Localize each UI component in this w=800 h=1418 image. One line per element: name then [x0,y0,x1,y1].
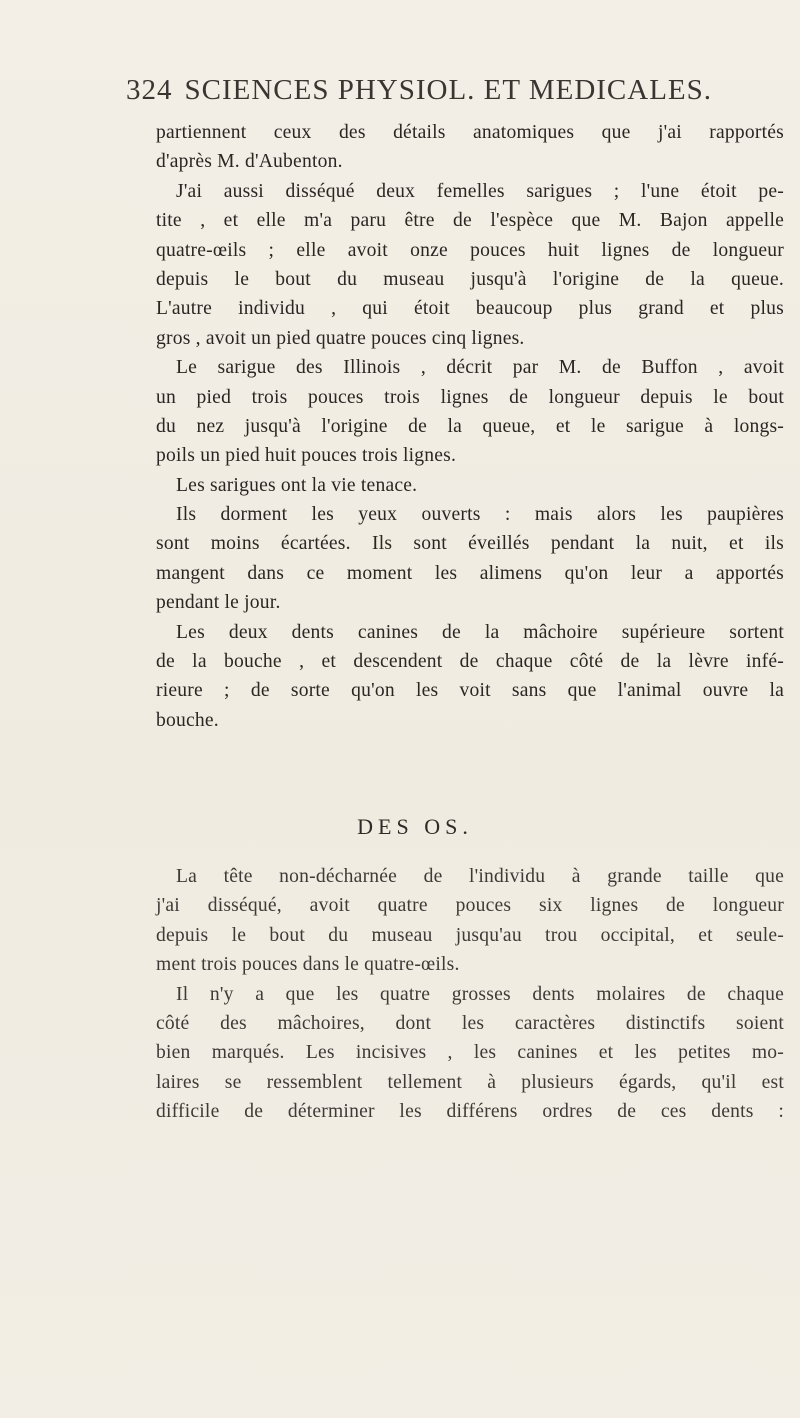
text-line: j'ai disséqué, avoit quatre pouces six lignes de longueur [156,895,784,917]
running-title: SCIENCES PHYSIOL. ET MEDICALES. [184,74,713,106]
text-line: difficile de déterminer les différens ordres de ces dents : [156,1101,784,1123]
text-line: laires se ressemblent tellement à plusieurs égards, qu'il est [156,1071,784,1093]
text-line: un pied trois pouces trois lignes de longueur depuis le bout [156,386,784,408]
text-line: Les deux dents canines de la mâchoire supérieure sortent [176,621,784,643]
text-line: d'après M. d'Aubenton. [156,151,343,173]
body-text [156,118,784,735]
text-line: sont moins écartées. Ils sont éveillés pendant la nuit, et ils [156,533,784,555]
text-line: tite , et elle m'a paru être de l'espèce que M. Bajon appelle [156,210,784,232]
text-line: J'ai aussi disséqué deux femelles sarigues ; l'une étoit pe- [176,180,784,202]
text-line: partiennent ceux des détails anatomiques que j'ai rapportés [156,122,784,143]
text-line: bien marqués. Les incisives , les canines et les petites mo- [156,1042,784,1064]
text-line: mangent dans ce moment les alimens qu'on leur a apportés [156,562,784,584]
text-line: pendant le jour. [156,592,281,614]
text-line: rieure ; de sorte qu'on les voit sans que l'animal ouvre la [156,680,784,702]
text-line: La tête non-décharnée de l'individu à grande taille que [176,866,784,887]
text-line: de la bouche , et descendent de chaque côté de la lèvre infé- [156,651,784,673]
page-number: 324 [126,74,173,106]
text-line: Les sarigues ont la vie tenace. [176,474,418,496]
text-line: depuis le bout du museau jusqu'à l'origine de la queue. [156,268,784,290]
section-title: DES OS. [357,814,473,839]
text-line: côté des mâchoires, dont les caractères distinctifs soient [156,1012,784,1034]
text-line: bouche. [156,709,219,731]
text-line: Le sarigue des Illinois , décrit par M. de Buffon , avoit [176,357,784,379]
text-line: du nez jusqu'à l'origine de la queue, et le sarigue à longs- [156,415,784,437]
text-line: ment trois pouces dans le quatre-œils. [156,954,460,976]
text-line: quatre-œils ; elle avoit onze pouces huit lignes de longueur [156,239,784,261]
page-header [126,74,776,107]
text-line: poils un pied huit pouces trois lignes. [156,445,457,467]
text-line: Ils dorment les yeux ouverts : mais alors les paupières [176,504,784,526]
text-line: gros , avoit un pied quatre pouces cinq lignes. [156,327,525,349]
text-line: L'autre individu , qui étoit beaucoup plus grand et plus [156,298,784,320]
text-line: depuis le bout du museau jusqu'au trou occipital, et seule- [156,924,784,946]
section-text [156,862,784,1127]
text-line: Il n'y a que les quatre grosses dents molaires de chaque [176,983,784,1005]
